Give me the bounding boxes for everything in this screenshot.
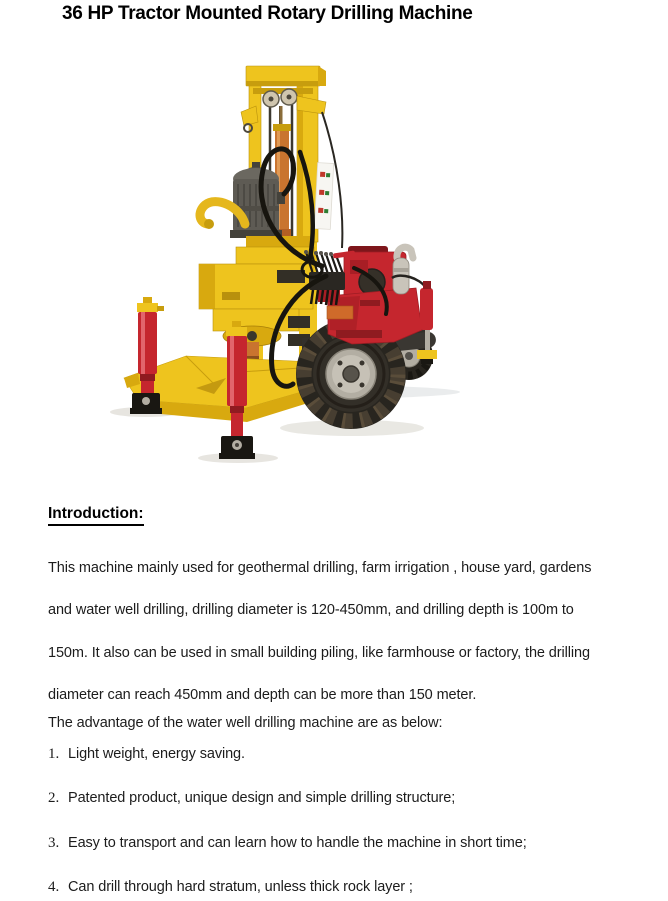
drilling-machine-photo [98,62,468,464]
paragraph-line: and water well drilling, drilling diameter is 120-450mm, and drilling depth is 100m to [48,602,574,618]
advantage-item [48,833,527,853]
advantage-text: Easy to transport and can learn how to handle the machine in short time; [68,835,527,851]
paragraph-line: 150m. It also can be used in small building piling, like farmhouse or factory, the drilling [48,645,590,661]
advantage-item [48,788,455,808]
advantages-lead: The advantage of the water well drilling machine are as below: [48,715,443,731]
advantage-number: 3. [48,835,60,851]
advantage-text: Light weight, energy saving. [68,746,245,762]
rear-leg-cylinder [130,297,164,414]
advantage-number: 1. [48,746,60,762]
advantage-text: Can drill through hard stratum, unless thick rock layer ; [68,879,413,895]
advantage-item [48,877,413,897]
introduction-heading: Introduction: [48,505,144,526]
paragraph-line: diameter can reach 450mm and depth can be more than 150 meter. [48,687,477,703]
advantage-item [48,744,245,764]
product-figure [98,62,468,464]
page-title: 36 HP Tractor Mounted Rotary Drilling Machine [62,3,473,24]
mast-banner [314,163,333,230]
advantage-number: 2. [48,790,60,806]
advantage-number: 4. [48,879,60,895]
paragraph-line: This machine mainly used for geothermal drilling, farm irrigation , house yard, gardens [48,560,592,576]
advantage-text: Patented product, unique design and simple drilling structure; [68,790,456,806]
